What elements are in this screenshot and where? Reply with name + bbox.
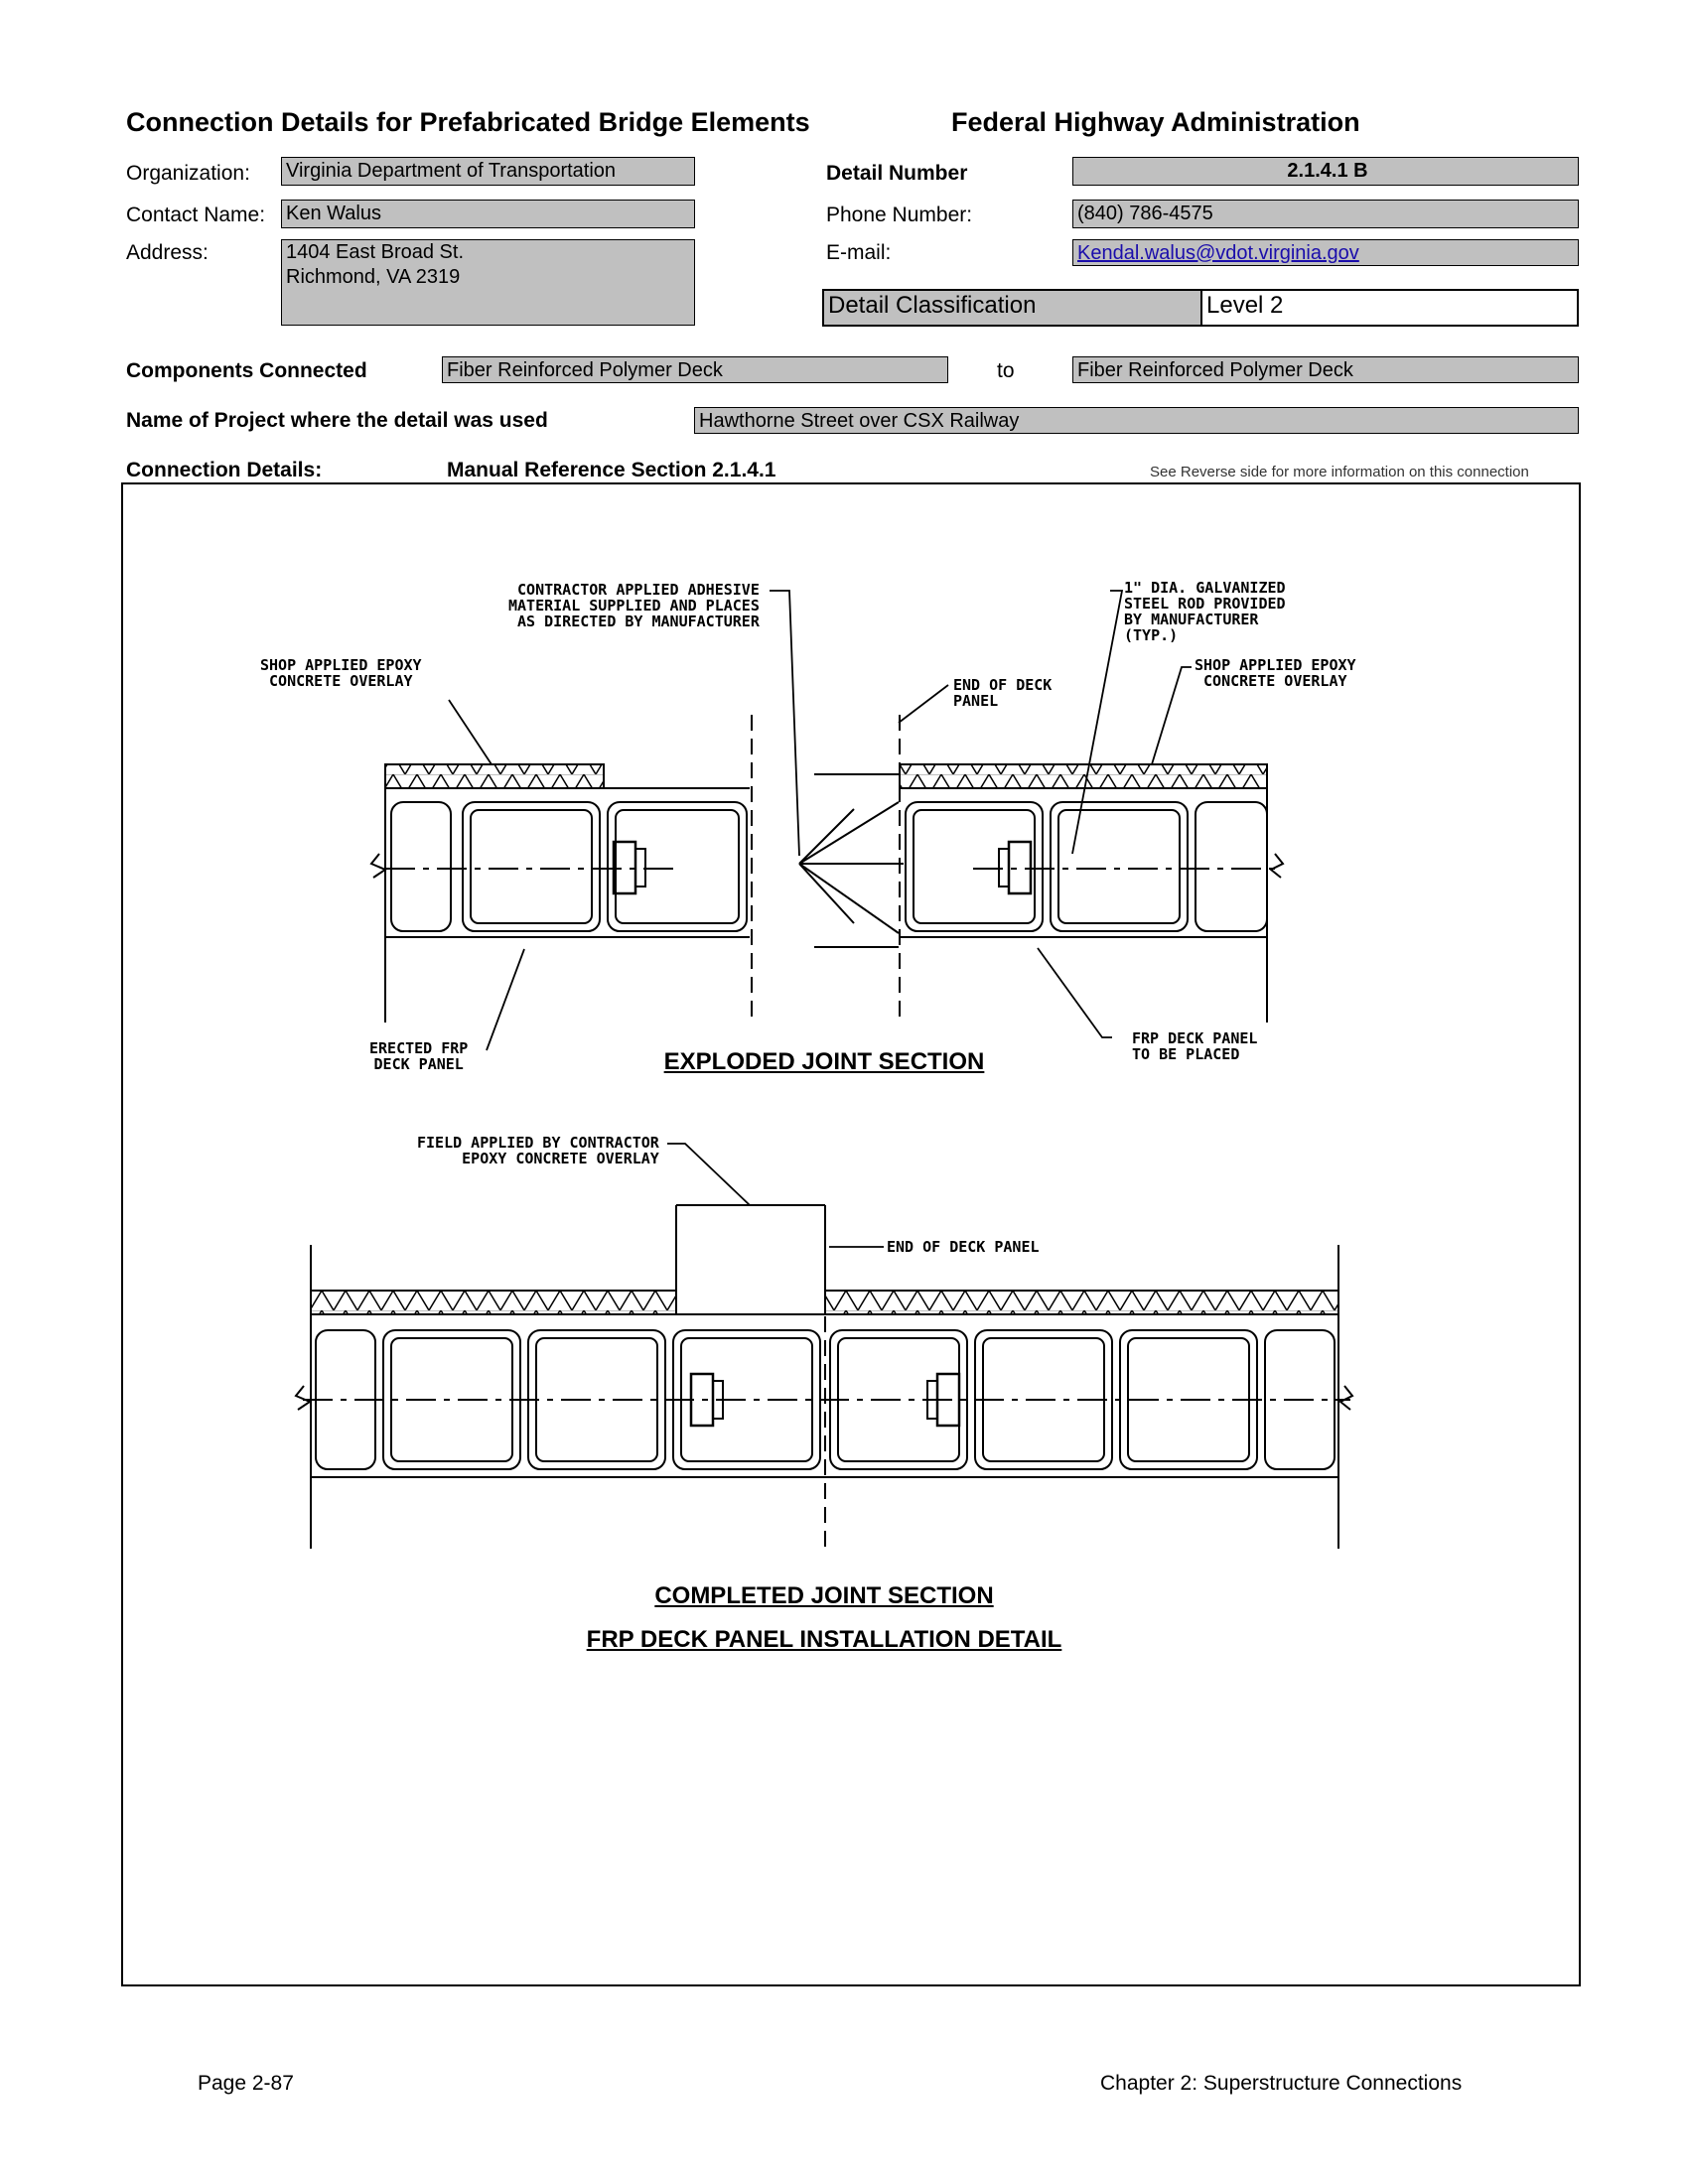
exploded-leaders (449, 591, 1192, 1050)
organization-label: Organization: (126, 162, 250, 185)
page-number: Page 2-87 (198, 2072, 294, 2095)
exploded-left-panel (371, 764, 750, 1023)
phone-field: (840) 786-4575 (1072, 200, 1579, 228)
manual-reference: Manual Reference Section 2.1.4.1 (447, 459, 776, 481)
page-title: Connection Details for Prefabricated Bridge Elements (126, 107, 810, 137)
project-field: Hawthorne Street over CSX Railway (694, 407, 1579, 434)
classification-label: Detail Classification (822, 289, 1202, 327)
title-exploded-joint: EXPLODED JOINT SECTION (663, 1048, 985, 1075)
classification-value: Level 2 (1200, 289, 1579, 327)
component-to-field: Fiber Reinforced Polymer Deck (1072, 356, 1579, 383)
to-label: to (997, 359, 1015, 382)
title-completed-joint: COMPLETED JOINT SECTION (654, 1582, 994, 1609)
note-shop-overlay-right: SHOP APPLIED EPOXY CONCRETE OVERLAY (1195, 656, 1356, 690)
completed-leaders (667, 1144, 884, 1247)
note-panel-to-be-placed: FRP DECK PANEL TO BE PLACED (1132, 1029, 1258, 1063)
email-link[interactable]: Kendal.walus@vdot.virginia.gov (1077, 242, 1359, 264)
chapter-label: Chapter 2: Superstructure Connections (1100, 2072, 1463, 2095)
contact-field: Ken Walus (281, 200, 695, 228)
project-label: Name of Project where the detail was used (126, 409, 548, 432)
contact-label: Contact Name: (126, 204, 266, 226)
title-installation-detail: FRP DECK PANEL INSTALLATION DETAIL (586, 1626, 1062, 1653)
address-line-1: 1404 East Broad St. (286, 241, 465, 263)
note-adhesive: CONTRACTOR APPLIED ADHESIVE MATERIAL SUPPLIED AND PLACES AS DIRECTED BY MANUFACTURER (508, 581, 760, 630)
address-line-2: Richmond, VA 2319 (286, 266, 461, 288)
completed-joint (296, 1205, 1352, 1549)
components-label: Components Connected (126, 359, 367, 382)
address-label: Address: (126, 241, 209, 264)
note-end-of-deck-panel-2: END OF DECK PANEL (887, 1238, 1040, 1256)
note-steel-rod: 1" DIA. GALVANIZED STEEL ROD PROVIDED BY MANUFACTURER (TYP.) (1124, 579, 1286, 644)
note-end-of-deck-panel: END OF DECK PANEL (953, 676, 1053, 710)
agency-title: Federal Highway Administration (951, 107, 1360, 137)
detail-number-field: 2.1.4.1 B (1072, 157, 1579, 186)
component-from-field: Fiber Reinforced Polymer Deck (442, 356, 948, 383)
email-label: E-mail: (826, 241, 892, 264)
connection-details-label: Connection Details: (126, 459, 323, 481)
exploded-adhesive-wedges (799, 774, 904, 947)
detail-number-label: Detail Number (826, 162, 968, 185)
note-erected-panel: ERECTED FRP DECK PANEL (369, 1039, 469, 1073)
phone-label: Phone Number: (826, 204, 973, 226)
exploded-right-panel (900, 715, 1283, 1023)
organization-field: Virginia Department of Transportation (281, 157, 695, 186)
note-field-applied-overlay: FIELD APPLIED BY CONTRACTOR EPOXY CONCRETE OVERLAY (417, 1134, 659, 1167)
note-shop-overlay-left: SHOP APPLIED EPOXY CONCRETE OVERLAY (260, 656, 422, 690)
reverse-note: See Reverse side for more information on this connection (1150, 464, 1529, 480)
